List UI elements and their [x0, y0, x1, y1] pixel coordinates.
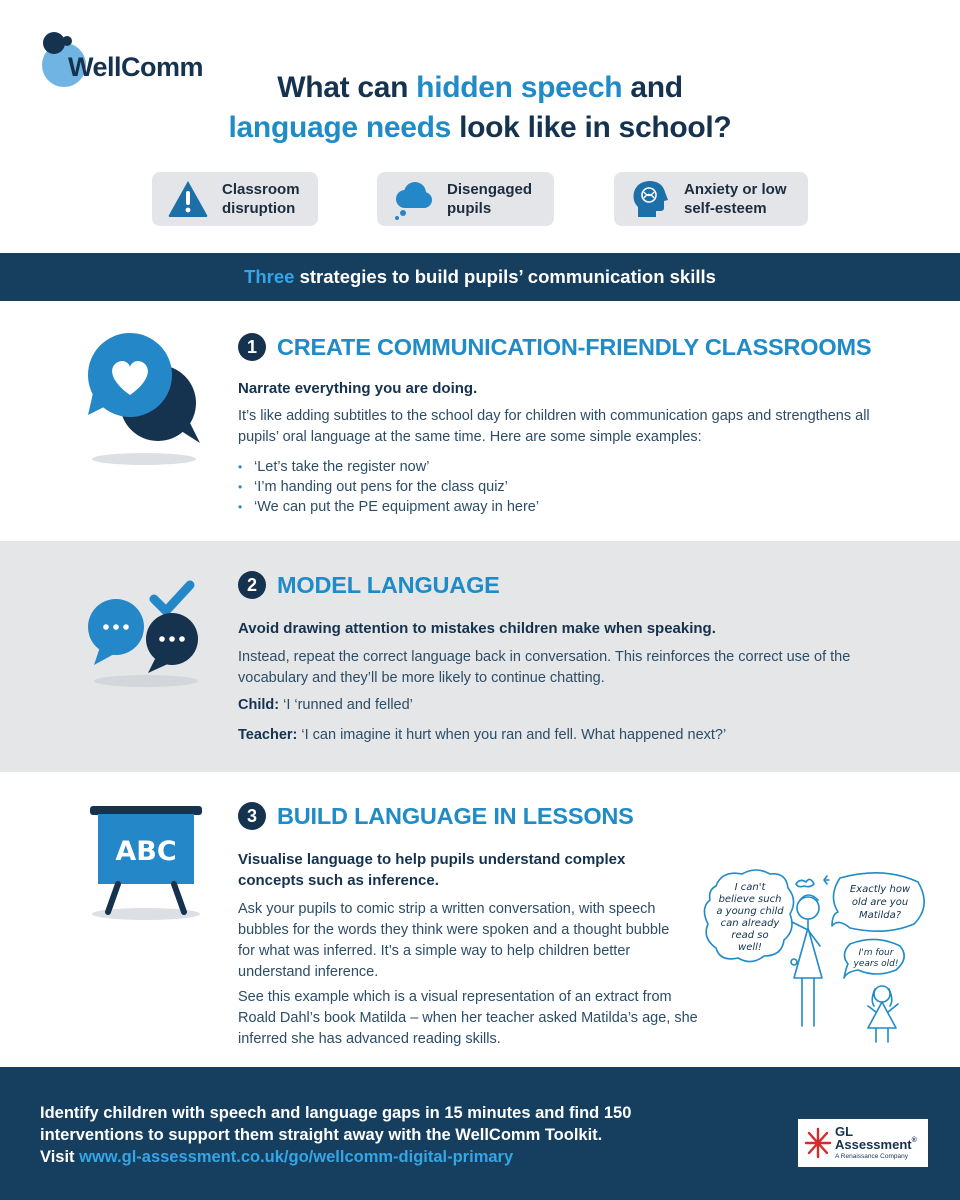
- list-item: • ‘We can put the PE equipment away in here’: [238, 497, 539, 517]
- strategy-title: CREATE COMMUNICATION-FRIENDLY CLASSROOMS: [277, 333, 872, 360]
- strategy-body: Instead, repeat the correct language back in conversation. This reinforces the correct use of the vocabulary and they’ll be more likely to continue chatting.: [238, 649, 851, 686]
- speech-bubbles-heart-icon: [86, 329, 208, 469]
- wellcomm-logo-text: WellComm: [68, 52, 204, 82]
- page-title: What can hidden speech and language needs look like in school?: [228, 71, 732, 144]
- strategy-lead: Narrate everything you are doing.: [238, 380, 478, 397]
- strategy-2-section: [0, 541, 960, 772]
- gl-logo-line1: GL: [835, 1124, 854, 1139]
- footer: [0, 1067, 960, 1200]
- thought-text-line: I can't: [734, 882, 766, 893]
- sign-anxiety-low-self-esteem: [614, 172, 808, 226]
- abc-board-icon: [88, 804, 206, 922]
- strategy-title: BUILD LANGUAGE IN LESSONS: [277, 802, 634, 829]
- board-text: ABC: [115, 836, 177, 867]
- footer-call-to-action: Identify children with speech and language gaps in 15 minutes and find 150 interventions to support them straight away with the WellComm Toolkit. Visit www.gl-assessment.co.uk/go/wellcomm-digital-primary: [40, 1104, 632, 1166]
- list-item: • ‘I’m handing out pens for the class quiz’: [238, 477, 539, 497]
- strategy-body: It’s like adding subtitles to the school day for children with communication gaps and strengthens all pupils’ oral language at the same time. Here are some simple examples:: [238, 408, 870, 445]
- gl-star-icon: [802, 1123, 836, 1163]
- child-example: Child: ‘I ‘runned and felled’: [238, 697, 413, 713]
- teacher-bubble-line: Matilda?: [858, 910, 902, 921]
- strategy-number: 2: [238, 571, 266, 599]
- examples-list: [238, 457, 539, 517]
- strategy-number: 1: [238, 333, 266, 361]
- strategy-lead: Visualise language to help pupils understand complex concepts such as inference.: [238, 851, 626, 889]
- gl-logo-line2: Assessment®: [835, 1137, 917, 1152]
- child-bubble-line: I'm four: [858, 948, 894, 958]
- strategy-1-heading: [238, 333, 871, 361]
- list-item: • ‘Let’s take the register now’: [238, 457, 539, 477]
- teacher-example: Teacher: ‘I can imagine it hurt when you ran and fell. What happened next?’: [238, 727, 727, 743]
- sign-classroom-disruption: [152, 172, 318, 226]
- strategy-title: MODEL LANGUAGE: [277, 571, 500, 598]
- strategy-1-section: [0, 301, 960, 541]
- sign-label: Anxiety or low self-esteem: [684, 181, 787, 217]
- strategy-3-heading: [238, 802, 634, 830]
- thought-text-line: a young child: [716, 906, 784, 917]
- strategy-lead: Avoid drawing attention to mistakes children make when speaking.: [238, 620, 716, 637]
- toolkit-link[interactable]: www.gl-assessment.co.uk/go/wellcomm-digital-primary: [79, 1148, 514, 1166]
- signs-row: [0, 172, 960, 226]
- thought-text-line: can already: [720, 918, 780, 929]
- sign-label: Classroom disruption: [222, 181, 300, 217]
- gl-assessment-logo: [798, 1119, 928, 1167]
- warning-icon: [166, 177, 210, 221]
- teacher-bubble-line: Exactly how: [849, 884, 911, 895]
- child-bubble-line: years old!: [853, 959, 899, 969]
- strategy-2-heading: [238, 571, 500, 599]
- thought-text-line: read so: [731, 930, 769, 941]
- thought-text-line: well!: [738, 942, 762, 953]
- thought-text-line: believe such: [718, 894, 782, 905]
- cloud-icon: [391, 177, 435, 221]
- strategies-banner: Three strategies to build pupils’ communication skills: [0, 253, 960, 301]
- teacher-bubble-line: old are you: [851, 897, 909, 908]
- strategy-body-example: See this example which is a visual representation of an extract from Roald Dahl’s book Matilda – when her teacher asked Matilda’s age, she inferred she has advanced reading skills.: [238, 989, 698, 1047]
- gl-logo-tagline: A Renaissance Company: [835, 1153, 908, 1160]
- strategy-body: Ask your pupils to comic strip a written conversation, with speech bubbles for the words they think were spoken and a thought bubble for what was inferred. It’s a simple way to help children better understand inference.: [238, 901, 670, 980]
- speech-bubbles-check-icon: [86, 577, 208, 689]
- sign-disengaged-pupils: [377, 172, 554, 226]
- anxious-head-icon: [628, 177, 672, 221]
- sign-label: Disengaged pupils: [447, 181, 533, 217]
- strategy-number: 3: [238, 802, 266, 830]
- matilda-comic-sketch: [700, 866, 930, 1046]
